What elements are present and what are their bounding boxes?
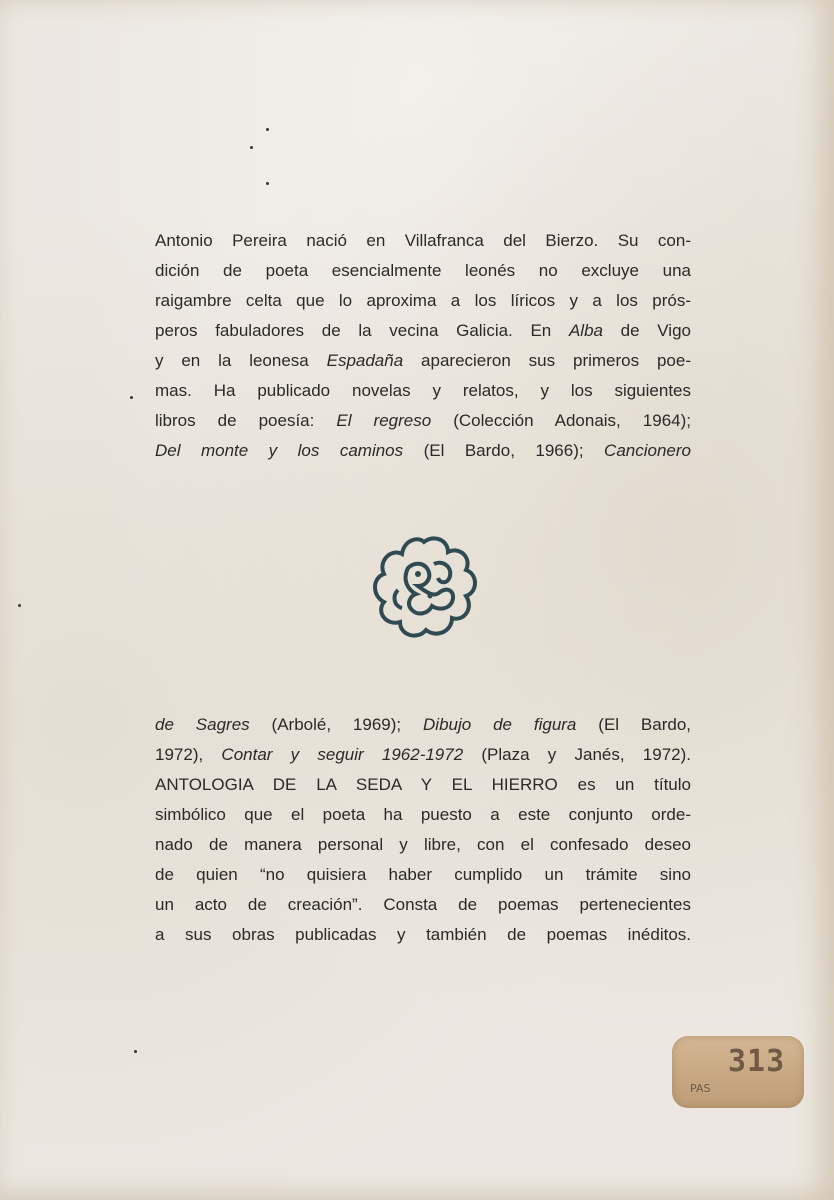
- text-segment: 1972),: [155, 745, 222, 764]
- text-segment: de quien “no quisiera haber cumplido un trámite sino: [155, 865, 691, 884]
- text-line: [155, 710, 691, 740]
- italic-title: Dibujo de figura: [423, 715, 577, 734]
- ink-speck: [134, 1050, 137, 1053]
- text-segment: aparecieron sus primeros poe-: [403, 351, 691, 370]
- text-segment: libros de poesía:: [155, 411, 337, 430]
- text-segment: (El Bardo,: [576, 715, 692, 734]
- text-line: [155, 256, 691, 286]
- text-line: [155, 436, 691, 466]
- text-segment: nado de manera personal y libre, con el confesado deseo: [155, 835, 691, 854]
- price-sticker-number: 313: [728, 1044, 786, 1079]
- italic-title: Cancionero: [604, 441, 691, 460]
- text-segment: (Colección Adonais, 1964);: [431, 411, 692, 430]
- text-segment: de Vigo: [602, 321, 691, 340]
- italic-title: Espadaña: [326, 351, 404, 370]
- ink-speck: [266, 128, 269, 131]
- text-segment: raigambre celta que lo aproxima a los líricos y a los prós-: [155, 291, 691, 310]
- text-segment: Antonio Pereira nació en Villafranca del Bierzo. Su con-: [155, 231, 691, 250]
- price-sticker-text: PAS: [690, 1082, 711, 1095]
- text-line: [155, 740, 691, 770]
- text-line: [155, 226, 691, 256]
- italic-title: de Sagres: [155, 715, 250, 734]
- ink-speck: [250, 146, 253, 149]
- text-line: [155, 316, 691, 346]
- text-line: [155, 406, 691, 436]
- text-line: [155, 830, 691, 860]
- italic-title: Contar y seguir 1962-1972: [221, 745, 464, 764]
- text-segment: (Plaza y Janés, 1972).: [463, 745, 692, 764]
- text-segment: mas. Ha publicado novelas y relatos, y los siguientes: [155, 381, 691, 400]
- ink-speck: [266, 182, 269, 185]
- text-segment: (El Bardo, 1966);: [403, 441, 605, 460]
- italic-title: Del monte y los caminos: [155, 441, 404, 460]
- italic-title: El regreso: [336, 411, 432, 430]
- text-segment: ANTOLOGIA DE LA SEDA Y EL HIERRO es un título: [155, 775, 691, 794]
- text-segment: peros fabuladores de la vecina Galicia. En: [155, 321, 569, 340]
- text-line: [155, 920, 691, 950]
- text-segment: simbólico que el poeta ha puesto a este conjunto orde-: [155, 805, 691, 824]
- text-line: [155, 800, 691, 830]
- text-line: [155, 376, 691, 406]
- ink-speck: [18, 604, 21, 607]
- text-segment: y en la leonesa: [155, 351, 327, 370]
- text-line: [155, 346, 691, 376]
- price-sticker: [672, 1036, 804, 1108]
- italic-title: Alba: [568, 321, 603, 340]
- text-line: [155, 860, 691, 890]
- bottom-paragraph: [155, 710, 691, 950]
- text-segment: (Arbolé, 1969);: [249, 715, 424, 734]
- lion-emblem-icon: [368, 534, 480, 642]
- text-line: [155, 286, 691, 316]
- text-segment: a sus obras publicadas y también de poemas inéditos.: [155, 925, 691, 944]
- top-paragraph: [155, 226, 691, 466]
- text-segment: dición de poeta esencialmente leonés no excluye una: [155, 261, 691, 280]
- text-line: [155, 890, 691, 920]
- ink-speck: [130, 396, 133, 399]
- text-line: [155, 770, 691, 800]
- text-segment: un acto de creación”. Consta de poemas pertenecientes: [155, 895, 691, 914]
